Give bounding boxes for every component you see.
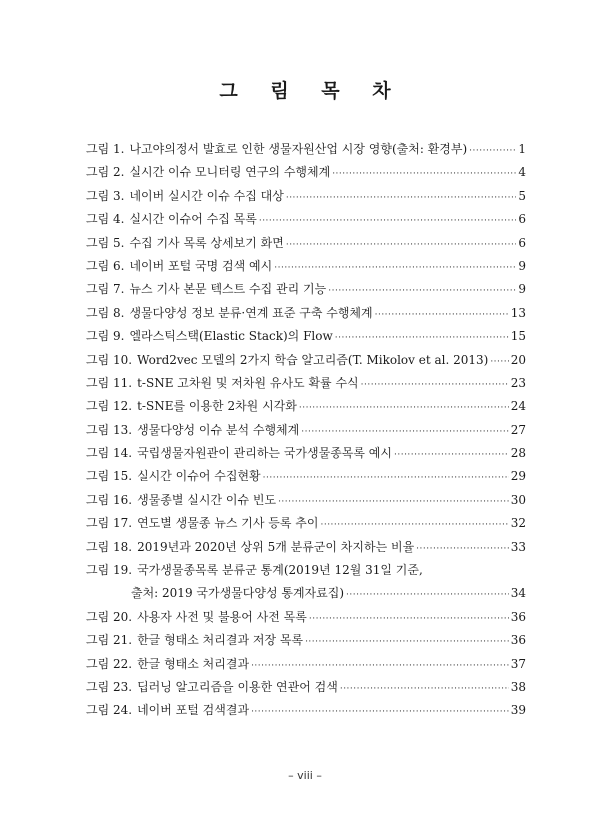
dot-leader bbox=[286, 187, 517, 210]
toc-label: 그림 18. bbox=[86, 539, 133, 554]
dot-leader bbox=[416, 538, 509, 561]
toc-title: 딥러닝 알고리즘을 이용한 연관어 검색 bbox=[137, 679, 338, 694]
toc-entry[interactable] bbox=[86, 185, 526, 208]
dot-leader bbox=[340, 678, 509, 701]
figure-list bbox=[86, 138, 526, 723]
toc-title: 국가생물종목록 분류군 통계(2019년 12월 31일 기준, bbox=[137, 563, 423, 578]
toc-page-number: 6 bbox=[518, 212, 526, 227]
toc-entry[interactable] bbox=[86, 278, 526, 301]
dot-leader bbox=[490, 351, 508, 374]
toc-entry[interactable] bbox=[86, 161, 526, 184]
page-title: 그 림 목 차 bbox=[219, 80, 404, 102]
toc-page-number: 15 bbox=[510, 329, 526, 344]
toc-page-number: 20 bbox=[510, 352, 526, 367]
toc-label: 그림 10. bbox=[86, 352, 133, 367]
dot-leader bbox=[259, 210, 517, 233]
toc-page-number: 38 bbox=[510, 679, 526, 694]
toc-title: 나고야의정서 발효로 인한 생물자원산업 시장 영향(출처: 환경부) bbox=[129, 142, 468, 156]
toc-page-number: 27 bbox=[510, 422, 526, 437]
toc-page-number: 30 bbox=[510, 492, 526, 507]
toc-page-number: 4 bbox=[518, 165, 526, 180]
dot-leader bbox=[394, 444, 509, 467]
toc-entry[interactable] bbox=[86, 559, 526, 606]
dot-leader bbox=[332, 163, 516, 186]
toc-page-number: 5 bbox=[518, 188, 526, 203]
toc-title: 실시간 이슈어 수집 목록 bbox=[129, 212, 257, 227]
toc-entry[interactable] bbox=[86, 699, 526, 722]
toc-label: 그림 14. bbox=[86, 446, 133, 461]
toc-entry[interactable] bbox=[86, 442, 526, 465]
toc-title: 사용자 사전 및 불용어 사전 목록 bbox=[137, 609, 307, 624]
toc-page-number: 9 bbox=[518, 282, 526, 297]
toc-label: 그림 15. bbox=[86, 469, 133, 484]
dot-leader bbox=[299, 397, 509, 420]
toc-label: 그림 19. bbox=[86, 563, 133, 578]
toc-title: 연도별 생물종 뉴스 기사 등록 추이 bbox=[137, 516, 319, 531]
dot-leader bbox=[278, 491, 509, 514]
toc-label: 그림 21. bbox=[86, 633, 133, 648]
toc-title: 네이버 포털 검색결과 bbox=[137, 703, 250, 718]
toc-title: 수집 기사 목록 상세보기 화면 bbox=[129, 235, 284, 250]
dot-leader bbox=[305, 631, 509, 654]
toc-page-number: 36 bbox=[510, 633, 526, 648]
dot-leader bbox=[274, 257, 516, 280]
toc-label: 그림 6. bbox=[86, 258, 125, 273]
dot-leader bbox=[301, 421, 508, 444]
toc-entry[interactable] bbox=[86, 512, 526, 535]
toc-page-number: 32 bbox=[510, 516, 526, 531]
toc-title: 생물다양성 정보 분류·연계 표준 구축 수행체계 bbox=[129, 305, 373, 320]
toc-label: 그림 13. bbox=[86, 422, 133, 437]
toc-title: 한글 형태소 처리결과 bbox=[137, 656, 250, 671]
toc-page-number: 37 bbox=[510, 656, 526, 671]
toc-title: 엘라스틱스택(Elastic Stack)의 Flow bbox=[129, 329, 333, 344]
toc-label: 그림 4. bbox=[86, 212, 125, 227]
toc-page-number: 23 bbox=[510, 375, 526, 390]
dot-leader bbox=[263, 467, 509, 490]
toc-title: 생물다양성 이슈 분석 수행체계 bbox=[137, 422, 300, 437]
toc-label: 그림 2. bbox=[86, 165, 125, 180]
toc-entry[interactable] bbox=[86, 138, 526, 161]
toc-title: 실시간 이슈어 수집현황 bbox=[137, 469, 261, 484]
toc-entry[interactable] bbox=[86, 302, 526, 325]
toc-title: 생물종별 실시간 이슈 빈도 bbox=[137, 492, 277, 507]
toc-entry[interactable] bbox=[86, 325, 526, 348]
toc-label: 그림 17. bbox=[86, 516, 133, 531]
toc-entry[interactable] bbox=[86, 629, 526, 652]
toc-page-number: 24 bbox=[510, 399, 526, 414]
dot-leader bbox=[375, 304, 509, 327]
toc-entry[interactable] bbox=[86, 419, 526, 442]
dot-leader bbox=[309, 608, 509, 631]
toc-entry[interactable] bbox=[86, 349, 526, 372]
dot-leader bbox=[335, 327, 509, 350]
toc-page-number: 33 bbox=[510, 539, 526, 554]
toc-page-number: 39 bbox=[510, 703, 526, 718]
page-number: – viii – bbox=[288, 769, 322, 782]
toc-label: 그림 9. bbox=[86, 329, 125, 344]
toc-entry[interactable] bbox=[86, 653, 526, 676]
toc-page-number: 6 bbox=[518, 235, 526, 250]
toc-title: 네이버 실시간 이슈 수집 대상 bbox=[129, 188, 284, 203]
toc-entry[interactable] bbox=[86, 208, 526, 231]
toc-entry[interactable] bbox=[86, 489, 526, 512]
toc-entry[interactable] bbox=[86, 536, 526, 559]
toc-title-continued: 출처: 2019 국가생물다양성 통계자료집) bbox=[131, 586, 344, 601]
toc-label: 그림 22. bbox=[86, 656, 133, 671]
toc-label: 그림 7. bbox=[86, 282, 125, 297]
toc-title: t-SNE 고차원 및 저차원 유사도 확률 수식 bbox=[137, 375, 359, 390]
toc-entry[interactable] bbox=[86, 606, 526, 629]
toc-title: t-SNE를 이용한 2차원 시각화 bbox=[137, 399, 297, 414]
toc-label: 그림 3. bbox=[86, 188, 125, 203]
dot-leader bbox=[469, 140, 516, 163]
toc-page-number: 9 bbox=[518, 258, 526, 273]
toc-label: 그림 24. bbox=[86, 703, 133, 718]
toc-label: 그림 11. bbox=[86, 375, 133, 390]
dot-leader bbox=[328, 280, 516, 303]
toc-page-number: 1 bbox=[518, 142, 526, 156]
toc-title: 국립생물자원관이 관리하는 국가생물종목록 예시 bbox=[137, 446, 392, 461]
dot-leader bbox=[361, 374, 509, 397]
toc-entry[interactable] bbox=[86, 255, 526, 278]
toc-label: 그림 23. bbox=[86, 679, 133, 694]
dot-leader bbox=[286, 234, 517, 257]
toc-entry[interactable] bbox=[86, 232, 526, 255]
toc-page-number: 29 bbox=[510, 469, 526, 484]
dot-leader bbox=[251, 701, 509, 724]
dot-leader bbox=[320, 514, 508, 537]
toc-title: Word2vec 모델의 2가지 학습 알고리즘(T. Mikolov et al. 2013) bbox=[137, 352, 489, 367]
toc-label: 그림 20. bbox=[86, 609, 133, 624]
toc-title: 실시간 이슈 모니터링 연구의 수행체계 bbox=[129, 165, 331, 180]
toc-title: 뉴스 기사 본문 텍스트 수집 관리 기능 bbox=[129, 282, 327, 297]
toc-label: 그림 1. bbox=[86, 142, 125, 156]
toc-label: 그림 12. bbox=[86, 399, 133, 414]
toc-entry[interactable] bbox=[86, 395, 526, 418]
toc-page-number: 13 bbox=[510, 305, 526, 320]
toc-page-number: 34 bbox=[510, 586, 526, 601]
toc-page-number: 36 bbox=[510, 609, 526, 624]
dot-leader bbox=[251, 655, 509, 678]
toc-label: 그림 8. bbox=[86, 305, 125, 320]
toc-title: 2019년과 2020년 상위 5개 분류군이 차지하는 비율 bbox=[137, 539, 415, 554]
toc-title: 네이버 포털 국명 검색 예시 bbox=[129, 258, 273, 273]
toc-entry[interactable] bbox=[86, 372, 526, 395]
toc-label: 그림 16. bbox=[86, 492, 133, 507]
dot-leader bbox=[346, 584, 509, 607]
toc-title: 한글 형태소 처리결과 저장 목록 bbox=[137, 633, 304, 648]
toc-page-number: 28 bbox=[510, 446, 526, 461]
toc-label: 그림 5. bbox=[86, 235, 125, 250]
toc-entry[interactable] bbox=[86, 465, 526, 488]
toc-entry[interactable] bbox=[86, 676, 526, 699]
